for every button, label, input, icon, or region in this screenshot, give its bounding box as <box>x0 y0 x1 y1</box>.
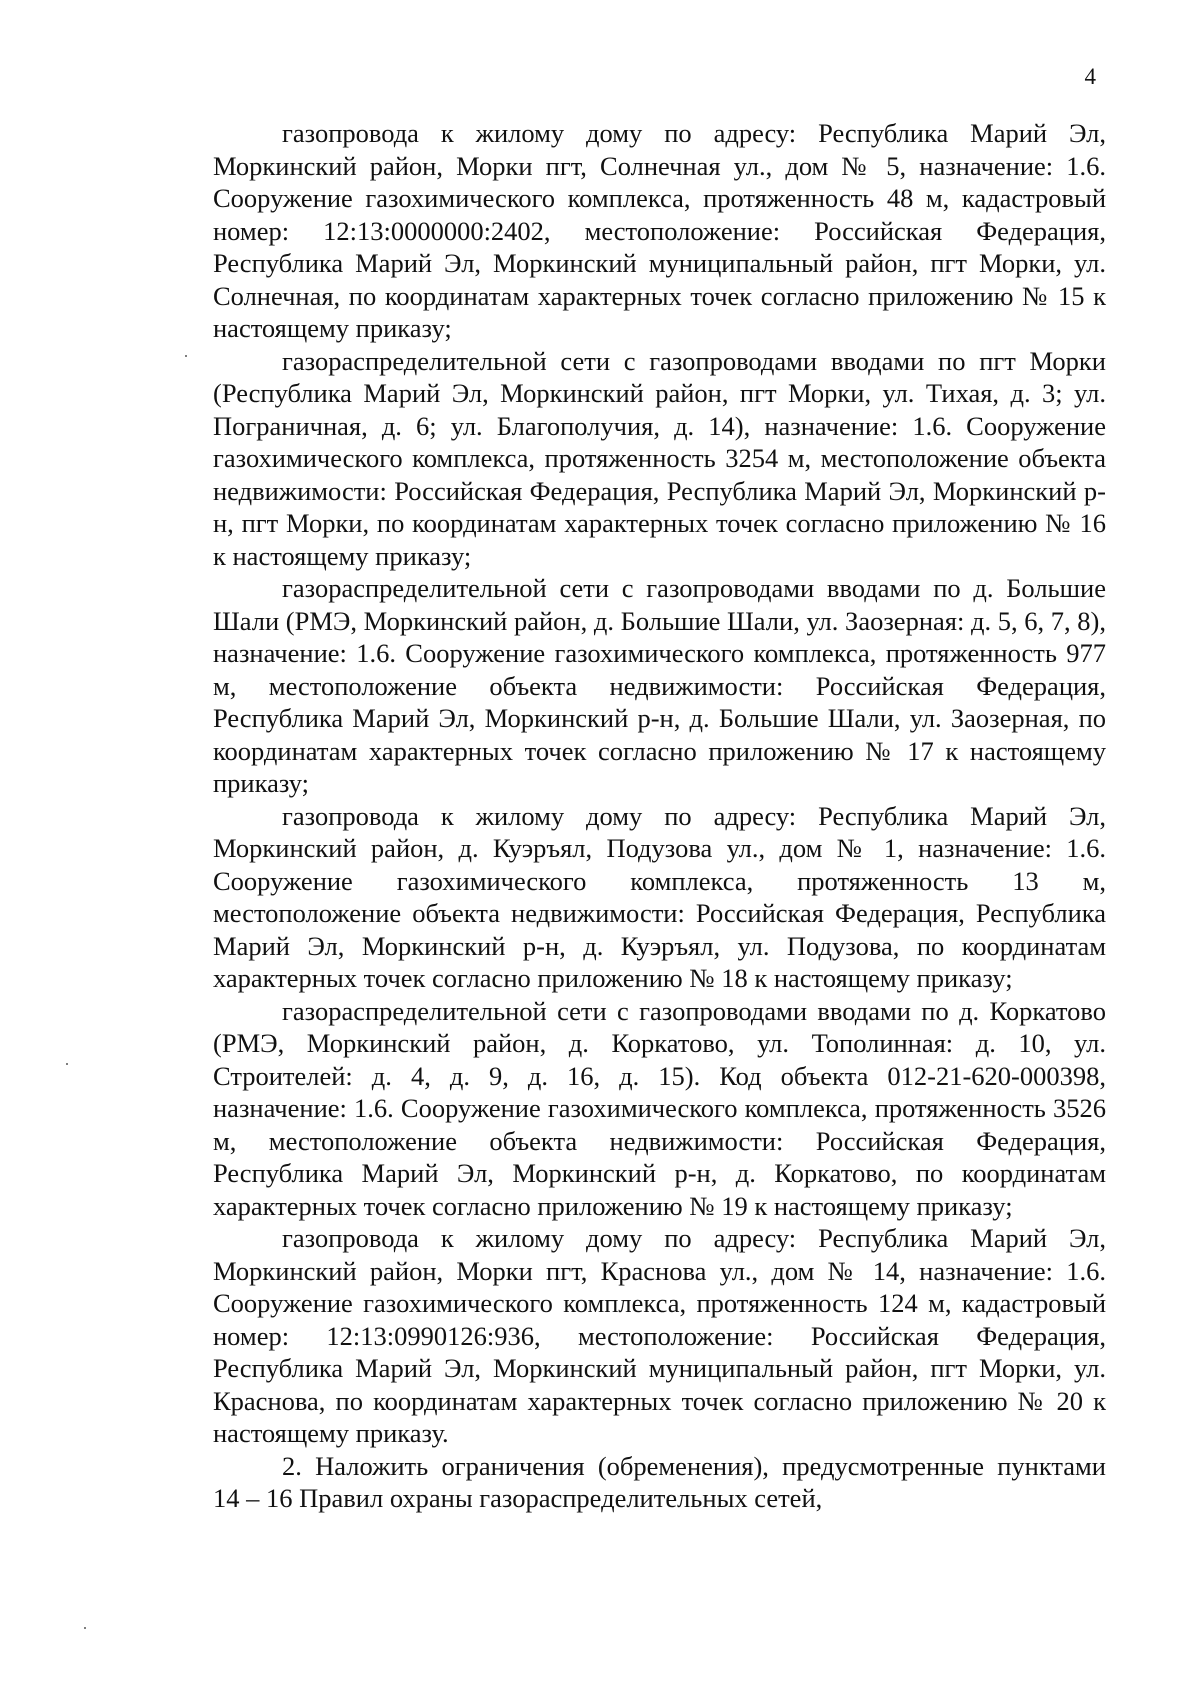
scan-speck <box>84 1627 86 1629</box>
scan-speck <box>185 355 187 357</box>
page-number: 4 <box>1084 64 1096 89</box>
paragraph-gas-network-korkatovo: газораспределительной сети с газопроводами вводами по д. Коркатово (РМЭ, Моркинский район, д. Коркатово, ул. Тополинная: д. 10, ул. Строителей: д. 4, д. 9, д. 16, д. 15). Код объекта 012-21-620-000398, назначение: 1.6. Сооружение газохимического комплекса, протяженность 3526 м, местоположение объекта недвижимости: Российская Федерация, Республика Марий Эл, Моркинский р-н, д. Коркатово, по координатам характерных точек согласно приложению № 19 к настоящему приказу; <box>213 995 1106 1221</box>
paragraph-gas-pipeline-solnechnaya: газопровода к жилому дому по адресу: Республика Марий Эл, Моркинский район, Морки пгт, Солнечная ул., дом № 5, назначение: 1.6. Сооружение газохимического комплекса, протяженность 48 м, кадастровый номер: 12:13:0000000:2402, местоположение: Российская Федерация, Республика Марий Эл, Моркинский муниципальный район, пгт Морки, ул. Солнечная, по координатам характерных точек согласно приложению № 15 к настоящему приказу; <box>213 118 1106 343</box>
scan-speck <box>66 1063 68 1065</box>
paragraph-gas-pipeline-krasnova: газопровода к жилому дому по адресу: Республика Марий Эл, Моркинский район, Морки пгт, Краснова ул., дом № 14, назначение: 1.6. Сооружение газохимического комплекса, протяженность 124 м, кадастровый номер: 12:13:0990126:936, местоположение: Российская Федерация, Республика Марий Эл, Моркинский муниципальный район, пгт Морки, ул. Краснова, по координатам характерных точек согласно приложению № 20 к настоящему приказу. <box>213 1223 1106 1448</box>
paragraph-item-2-restrictions: 2. Наложить ограничения (обременения), предусмотренные пунктами 14 – 16 Правил охраны газораспределительных сетей, <box>213 1450 1106 1513</box>
document-body <box>213 117 1106 1515</box>
paragraph-gas-network-morki: газораспределительной сети с газопроводами вводами по пгт Морки (Республика Марий Эл, Моркинский район, пгт Морки, ул. Тихая, д. 3; ул. Пограничная, д. 6; ул. Благополучия, д. 14), назначение: 1.6. Сооружение газохимического комплекса, протяженность 3254 м, местоположение объекта недвижимости: Российская Федерация, Республика Марий Эл, Моркинский р-н, пгт Морки, по координатам характерных точек согласно приложению № 16 к настоящему приказу; <box>213 345 1106 571</box>
paragraph-gas-pipeline-kueryal: газопровода к жилому дому по адресу: Республика Марий Эл, Моркинский район, д. Куэръял, Подузова ул., дом № 1, назначение: 1.6. Сооружение газохимического комплекса, протяженность 13 м, местоположение объекта недвижимости: Российская Федерация, Республика Марий Эл, Моркинский р-н, д. Куэръял, ул. Подузова, по координатам характерных точек согласно приложению № 18 к настоящему приказу; <box>213 800 1106 993</box>
paragraph-gas-network-bolshie-shali: газораспределительной сети с газопроводами вводами по д. Большие Шали (РМЭ, Моркинский район, д. Большие Шали, ул. Заозерная: д. 5, 6, 7, 8), назначение: 1.6. Сооружение газохимического комплекса, протяженность 977 м, местоположение объекта недвижимости: Российская Федерация, Республика Марий Эл, Моркинский р-н, д. Большие Шали, ул. Заозерная, по координатам характерных точек согласно приложению № 17 к настоящему приказу; <box>213 573 1106 798</box>
